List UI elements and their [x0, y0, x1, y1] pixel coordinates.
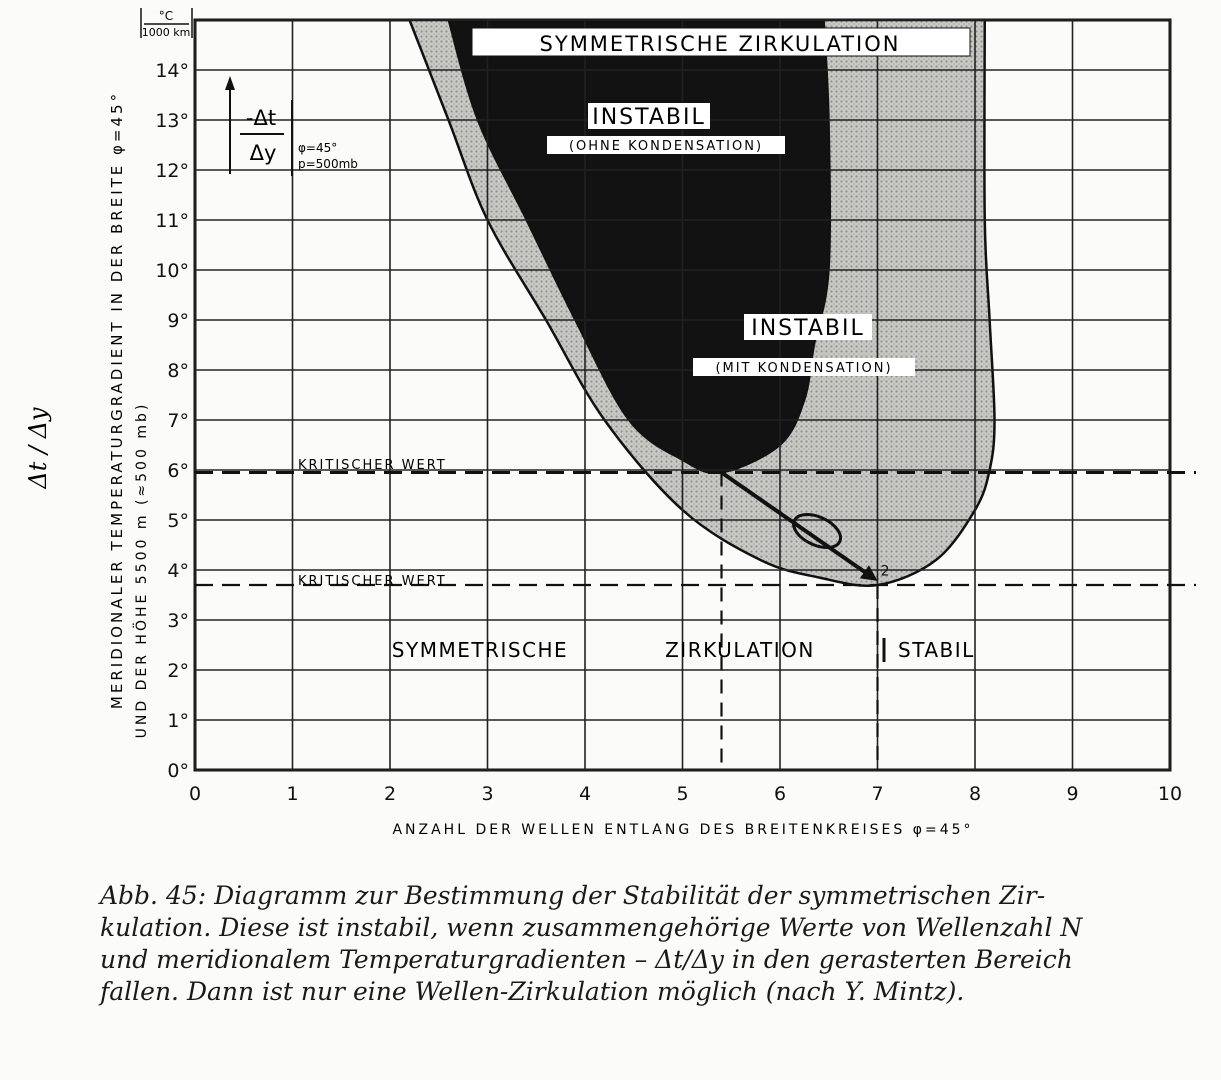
y-tick-label: 8° [167, 360, 189, 382]
arrow-label: 2 [880, 563, 890, 580]
y-tick-label: 4° [167, 560, 189, 582]
bottom-symmetrische-label: SYMMETRISCHE [391, 638, 569, 662]
legend-num: -Δt [245, 106, 277, 130]
y-tick-label: 12° [155, 160, 189, 182]
caption-line-3: und meridionalem Temperaturgradienten – Δt/Δy in den gerasterten Bereich [100, 945, 1073, 974]
y-axis-symbol: Δt / Δy [24, 407, 52, 489]
y-tick-label: 9° [167, 310, 189, 332]
bottom-zirkulation-label: ZIRKULATION [665, 638, 815, 662]
x-axis-ticks [189, 783, 1182, 805]
y-tick-label: 11° [155, 210, 189, 232]
x-tick-label: 9 [1066, 783, 1079, 805]
y-axis-title-line2: UND DER HÖHE 5500 m (≈500 mb) [134, 401, 150, 739]
x-tick-label: 6 [773, 783, 787, 805]
y-tick-label: 0° [167, 760, 189, 782]
x-axis-title: ANZAHL DER WELLEN ENTLANG DES BREITENKREISES φ=45° [392, 822, 974, 838]
ohne-kond-label: (OHNE KONDENSATION) [568, 139, 764, 154]
x-tick-label: 1 [286, 783, 299, 805]
y-tick-label: 1° [167, 710, 189, 732]
x-tick-label: 10 [1157, 783, 1183, 805]
y-tick-label: 6° [167, 460, 189, 482]
y-tick-label: 13° [155, 110, 189, 132]
figure-caption [100, 880, 1180, 1008]
x-tick-label: 7 [871, 783, 884, 805]
x-tick-label: 3 [481, 783, 494, 805]
caption-line-1: Abb. 45: Diagramm zur Bestimmung der Stabilität der symmetrischen Zir- [100, 881, 1046, 910]
y-tick-label: 3° [167, 610, 189, 632]
legend-den: Δy [249, 141, 277, 165]
bottom-stabil-label: STABIL [898, 638, 975, 662]
critical-value-label-upper: KRITISCHER WERT [298, 458, 447, 473]
x-tick-label: 8 [968, 783, 982, 805]
instabil-mit-label: INSTABIL [751, 316, 865, 341]
y-tick-label: 5° [167, 510, 189, 532]
x-tick-label: 0 [188, 783, 202, 805]
x-tick-label: 2 [383, 783, 397, 805]
y-tick-label: 2° [167, 660, 189, 682]
x-tick-label: 5 [676, 783, 689, 805]
instabil-ohne-label: INSTABIL [592, 105, 706, 130]
y-axis-title-line1: MERIDIONALER TEMPERATURGRADIENT IN DER BREITE φ=45° [108, 90, 126, 710]
unit-denominator: 1000 km [141, 26, 191, 39]
unit-label [141, 8, 192, 39]
caption-line-2: kulation. Diese ist instabil, wenn zusammengehörige Werte von Wellenzahl N [100, 913, 1083, 942]
y-axis-ticks [155, 60, 189, 782]
legend-cond2: p=500mb [298, 157, 358, 171]
y-tick-label: 7° [167, 410, 189, 432]
critical-value-label-lower: KRITISCHER WERT [298, 574, 447, 589]
top-band-label: SYMMETRISCHE ZIRKULATION [539, 32, 901, 56]
x-tick-label: 4 [578, 783, 592, 805]
mit-kond-label: (MIT KONDENSATION) [715, 361, 893, 376]
unit-numerator: °C [158, 9, 174, 23]
y-tick-label: 10° [155, 260, 189, 282]
legend-cond1: φ=45° [298, 141, 338, 155]
legend [225, 76, 358, 176]
caption-line-4: fallen. Dann ist nur eine Wellen-Zirkulation möglich (nach Y. Mintz). [100, 977, 965, 1006]
y-tick-label: 14° [155, 60, 189, 82]
